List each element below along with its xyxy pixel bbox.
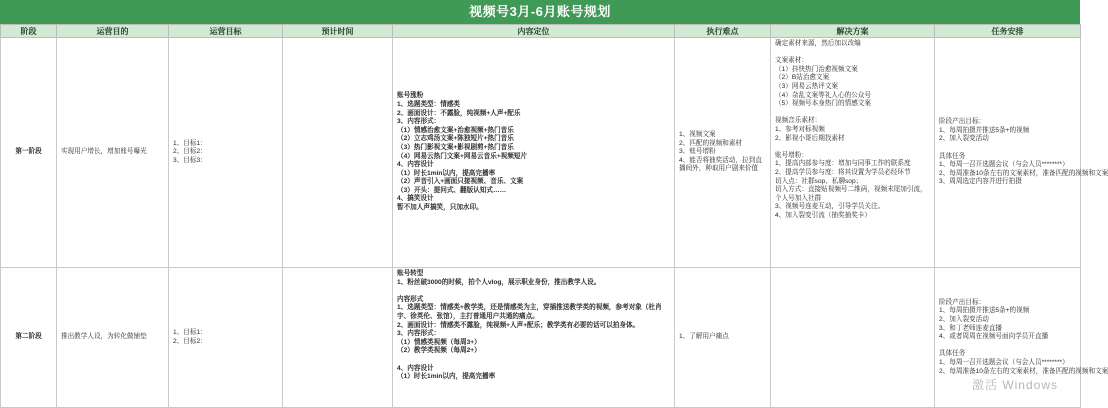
content-line: 暂不加人声搞笑，只加水印。 — [397, 204, 483, 212]
content-line: （1）情感类视频（每周3+） — [397, 338, 481, 346]
goals-cell[interactable] — [169, 38, 283, 268]
stage-cell[interactable]: 第一阶段 — [1, 38, 57, 268]
task-line: 1、每周拍摄并推送5条+的视频 — [939, 307, 1030, 315]
content-line: 账号涨粉 — [397, 92, 424, 100]
content-line: 4、内容设计 — [397, 364, 434, 372]
solution-line: （3）网易云热评文案 — [775, 82, 839, 90]
solution-gap — [775, 143, 930, 152]
solution-line: 2、影视小哥后期找素材 — [775, 134, 845, 142]
solution-line: 1、参考对标视频 — [775, 125, 825, 133]
content-gap — [397, 356, 670, 365]
table-row — [1, 38, 1081, 268]
content-cell[interactable] — [393, 268, 675, 408]
header-purpose[interactable]: 运营目的 — [57, 25, 169, 38]
task-line: 2、每周准备10条左右的文案素材，准备匹配的视频和文案 — [939, 367, 1108, 375]
task-line: 2、每周准备10条左右的文案素材，准备匹配的视频和文案 — [939, 169, 1108, 177]
solution-line: （5）视频号本身热门的情感文案 — [775, 100, 871, 108]
header-solution[interactable]: 解决方案 — [771, 25, 935, 38]
content-line: （1）时长1min以内，提高完播率 — [397, 373, 496, 381]
goals-cell[interactable] — [169, 268, 283, 408]
header-goals[interactable]: 运营目标 — [169, 25, 283, 38]
header-stage[interactable]: 阶段 — [1, 25, 57, 38]
solution-cell[interactable] — [771, 38, 935, 268]
content-line: 1、选题类型：情感类+教学类，还是情感类为主，穿插推送教学类的视频，参考对象（杜肖宇、徐英伦、张馆），主打普通用户共通的痛点。 — [397, 304, 662, 320]
content-line: 1、粉丝破3000的时候，拍个人vlog，展示职业身份，推出教学人设。 — [397, 278, 601, 286]
difficulty-cell[interactable] — [675, 38, 771, 268]
solution-cell[interactable] — [771, 268, 935, 408]
task-line: 1、每周一召开选题会议（与会人员********） — [939, 358, 1069, 366]
task-line: 1、每周一召开选题会议（与会人员********） — [939, 161, 1069, 169]
tasks-cell[interactable] — [935, 38, 1108, 268]
content-line: （3）热门影视文案+影视剧剪+热门音乐 — [397, 143, 514, 151]
difficulty-line: 4、能否将抽奖活动，拉到直播间外，种取用户剧来价值 — [679, 156, 762, 173]
content-line: 3、内容形式： — [397, 118, 441, 126]
tasks-cell[interactable] — [935, 268, 1108, 408]
content-line: （2）声音引入+画面只接视频、音乐、文案 — [397, 178, 524, 186]
header-content[interactable]: 内容定位 — [393, 25, 675, 38]
goal-line: 3、目标3： — [173, 156, 207, 164]
solution-line: 切入方式：直接贴视频号二维码，视频末尾加引流，个人号加入社群 — [775, 186, 927, 202]
solution-line: 视频音乐素材： — [775, 117, 822, 125]
purpose-cell[interactable] — [57, 268, 169, 408]
solution-line: 4、加入裂变引流（抽奖抽奖卡） — [775, 211, 871, 219]
solution-line: （2）B站治愈文案 — [775, 74, 830, 82]
goal-line: 1、目标1： — [173, 139, 207, 147]
header-row — [1, 25, 1081, 38]
task-line: 1、每周拍摄并推送5条+的视频 — [939, 126, 1030, 134]
solution-line: 3、视频号连麦互动，引导学员关注。 — [775, 203, 885, 211]
difficulty-line: 1、视频文案 — [679, 131, 716, 139]
sheet-title: 视频号3月-6月账号规划 — [0, 0, 1080, 24]
stage-cell[interactable]: 第二阶段 — [1, 268, 57, 408]
content-line: 3、内容形式： — [397, 330, 441, 338]
goal-line: 1、目标1： — [173, 328, 207, 336]
content-line: （1）情感治愈文案+治愈视频+热门音乐 — [397, 126, 514, 134]
goal-line: 2、目标2： — [173, 148, 207, 156]
solution-line: 切入点：社群sop、私聊sop； — [775, 177, 863, 185]
content-line: 账号转型 — [397, 270, 424, 277]
solution-line: （4）杂乱文案等礼人心的公众号 — [775, 91, 871, 99]
difficulty-line: 2、匹配的视频和素材 — [679, 139, 743, 147]
content-line: （3）开头：提问式、翻版认知式…… — [397, 186, 507, 194]
content-line: （2）教学类视频（每周2+） — [397, 347, 481, 355]
task-gap — [939, 144, 1076, 153]
content-line: 1、选题类型：情感类 — [397, 100, 461, 108]
task-line: 3、和丁老师连麦直播 — [939, 324, 1003, 332]
difficulty-line: 1、了解用户痛点 — [679, 333, 729, 341]
content-line: 2、画面设计：情感类不露脸，纯视频+人声+配乐；教学类有必要的话可以拍身体。 — [397, 321, 640, 329]
activate-windows-watermark: 激活 Windows — [971, 378, 1058, 392]
difficulty-line: 3、账号增粉 — [679, 148, 716, 156]
difficulty-cell[interactable] — [675, 268, 771, 408]
header-tasks[interactable]: 任务安排 — [935, 25, 1081, 38]
content-line: 4、内容设计 — [397, 161, 434, 169]
table-row — [1, 268, 1081, 408]
task-line: 具体任务 — [939, 152, 966, 160]
solution-line: 确定素材来源，然后加以改编 — [775, 40, 861, 47]
content-line: 2、画面设计：不露脸，纯视频+人声+配乐 — [397, 109, 521, 117]
task-line: 阶段产出目标： — [939, 118, 986, 126]
solution-line: 账号增粉： — [775, 151, 808, 159]
content-line: 4、搞笑设计 — [397, 195, 434, 203]
purpose-text: 推出教学人设，为转化做铺垫 — [61, 333, 147, 341]
solution-line: （1）抖快热门治愈视频文案 — [775, 65, 858, 73]
purpose-cell[interactable] — [57, 38, 169, 268]
task-line: 阶段产出目标： — [939, 298, 986, 306]
solution-line: 2、提高学员参与度：将其设置为学员必经环节 — [775, 168, 911, 176]
content-line: 内容形式 — [397, 295, 424, 303]
task-line: 2、加入裂变活动 — [939, 316, 989, 324]
goal-line: 2、目标2： — [173, 337, 207, 345]
header-difficulty[interactable]: 执行难点 — [675, 25, 771, 38]
content-line: （1）时长1min以内，提高完播率 — [397, 169, 496, 177]
task-line: 4、或者周周在视频号面向学员开直播 — [939, 333, 1049, 341]
solution-line: 文案素材： — [775, 57, 808, 65]
time-cell[interactable] — [283, 38, 393, 268]
task-line: 具体任务 — [939, 350, 966, 358]
content-cell[interactable] — [393, 38, 675, 268]
task-line: 2、加入裂变活动 — [939, 135, 989, 143]
time-cell[interactable] — [283, 268, 393, 408]
solution-gap — [775, 49, 930, 58]
task-line: 3、周周选定内容并进行拍摄 — [939, 178, 1022, 186]
purpose-text: 实现用户增长，增加账号曝光 — [61, 148, 147, 156]
plan-table — [0, 24, 1108, 408]
header-time[interactable]: 预计时间 — [283, 25, 393, 38]
content-line: （4）网易云热门文案+网易云音乐+视频短片 — [397, 152, 528, 160]
content-gap — [397, 287, 670, 296]
content-line: （2）立志鸡汤文案+陈独短片+热门音乐 — [397, 135, 514, 143]
solution-line: 1、提高内部参与度：增加与同事工作的联系度 — [775, 160, 911, 168]
